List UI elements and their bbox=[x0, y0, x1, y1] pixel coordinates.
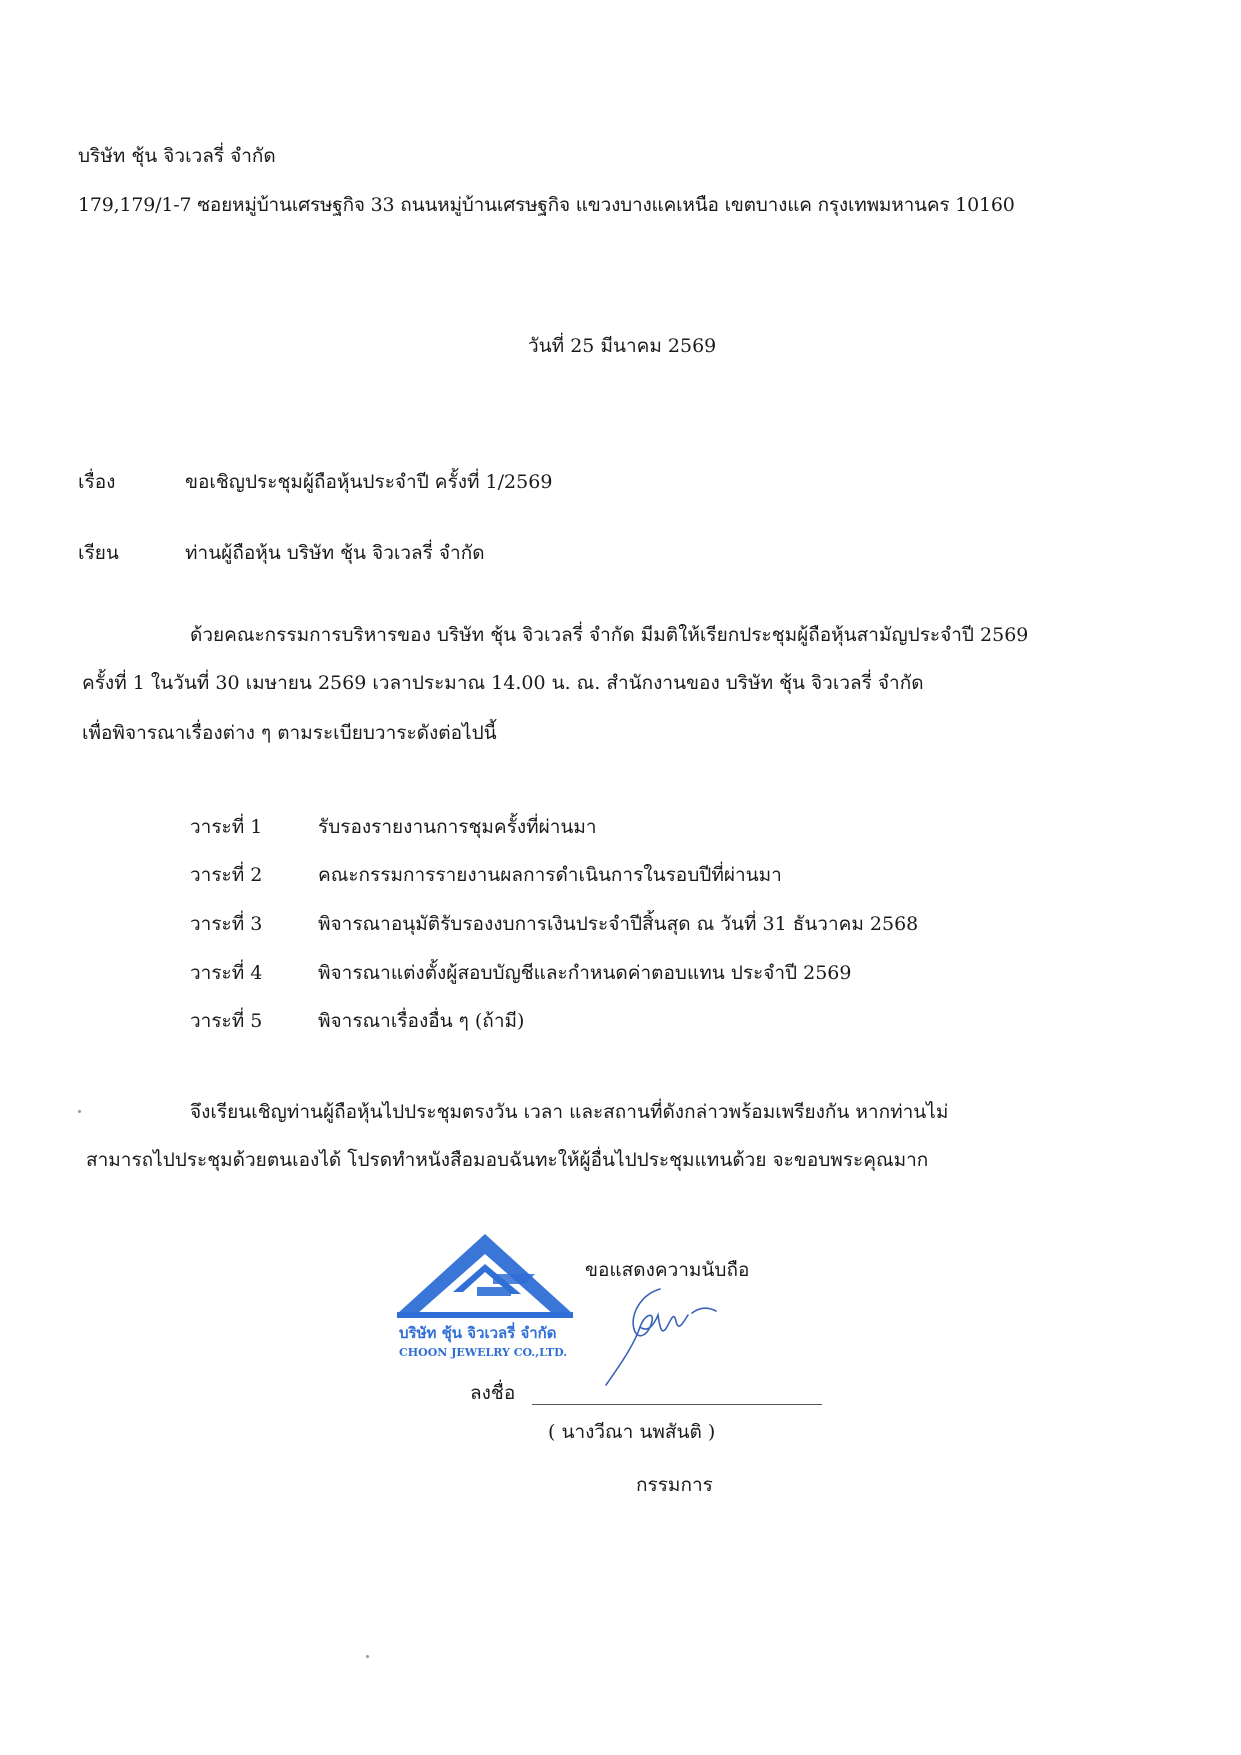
subject-text: ขอเชิญประชุมผู้ถือหุ้นประจำปี ครั้งที่ 1/2569 bbox=[185, 471, 553, 493]
agenda-number: วาระที่ 1 bbox=[190, 816, 263, 838]
signer-name: ( นางวีณา นพสันติ ) bbox=[548, 1421, 716, 1443]
stamp-name-th: บริษัท ชุ้น จิวเวลรี่ จำกัด bbox=[399, 1324, 557, 1342]
agenda-text: คณะกรรมการรายงานผลการดำเนินการในรอบปีที่ผ่านมา bbox=[318, 864, 782, 886]
signature-line bbox=[532, 1404, 822, 1405]
signer-position: กรรมการ bbox=[636, 1474, 713, 1496]
agenda-number: วาระที่ 2 bbox=[190, 864, 263, 886]
sign-label: ลงชื่อ bbox=[470, 1382, 516, 1404]
agenda-text: รับรองรายงานการชุมครั้งที่ผ่านมา bbox=[318, 816, 597, 838]
letter-date: วันที่ 25 มีนาคม 2569 bbox=[528, 335, 717, 357]
agenda-number: วาระที่ 5 bbox=[190, 1010, 263, 1032]
agenda-text: พิจารณาเรื่องอื่น ๆ (ถ้ามี) bbox=[318, 1010, 525, 1032]
closing-line-2: สามารถไปประชุมด้วยตนเองได้ โปรดทำหนังสือมอบฉันทะให้ผู้อื่นไปประชุมแทนด้วย จะขอบพระคุณมาก bbox=[86, 1149, 929, 1171]
recipient-label: เรียน bbox=[78, 542, 119, 564]
scan-speck bbox=[366, 1655, 369, 1658]
agenda-text: พิจารณาอนุมัติรับรองงบการเงินประจำปีสิ้นสุด ณ วันที่ 31 ธันวาคม 2568 bbox=[318, 913, 919, 935]
stamp-name-en: CHOON JEWELRY CO.,LTD. bbox=[399, 1346, 568, 1359]
subject-label: เรื่อง bbox=[78, 471, 116, 493]
company-address: 179,179/1-7 ซอยหมู่บ้านเศรษฐกิจ 33 ถนนหมู่บ้านเศรษฐกิจ แขวงบางแคเหนือ เขตบางแค กรุงเทพมหานคร 10160 bbox=[78, 194, 1015, 216]
body-line-3: เพื่อพิจารณาเรื่องต่าง ๆ ตามระเบียบวาระดังต่อไปนี้ bbox=[82, 722, 497, 744]
closing-salutation: ขอแสดงความนับถือ bbox=[585, 1259, 750, 1281]
company-name: บริษัท ชุ้น จิวเวลรี่ จำกัด bbox=[78, 145, 276, 167]
company-stamp bbox=[393, 1232, 605, 1360]
body-line-1: ด้วยคณะกรรมการบริหารของ บริษัท ชุ้น จิวเวลรี่ จำกัด มีมติให้เรียกประชุมผู้ถือหุ้นสามัญประจำปี 2569 bbox=[190, 624, 1029, 646]
closing-line-1: จึงเรียนเชิญท่านผู้ถือหุ้นไปประชุมตรงวัน เวลา และสถานที่ดังกล่าวพร้อมเพรียงกัน หากท่านไม่ bbox=[190, 1101, 949, 1123]
body-line-2: ครั้งที่ 1 ในวันที่ 30 เมษายน 2569 เวลาประมาณ 14.00 น. ณ. สำนักงานของ บริษัท ชุ้น จิวเวลรี่ จำกัด bbox=[82, 672, 924, 694]
agenda-text: พิจารณาแต่งตั้งผู้สอบบัญชีและกำหนดค่าตอบแทน ประจำปี 2569 bbox=[318, 962, 852, 984]
handwritten-signature bbox=[600, 1285, 770, 1390]
scan-speck bbox=[78, 1110, 81, 1113]
recipient-text: ท่านผู้ถือหุ้น บริษัท ชุ้น จิวเวลรี่ จำกัด bbox=[185, 542, 485, 564]
agenda-number: วาระที่ 4 bbox=[190, 962, 263, 984]
agenda-number: วาระที่ 3 bbox=[190, 913, 263, 935]
